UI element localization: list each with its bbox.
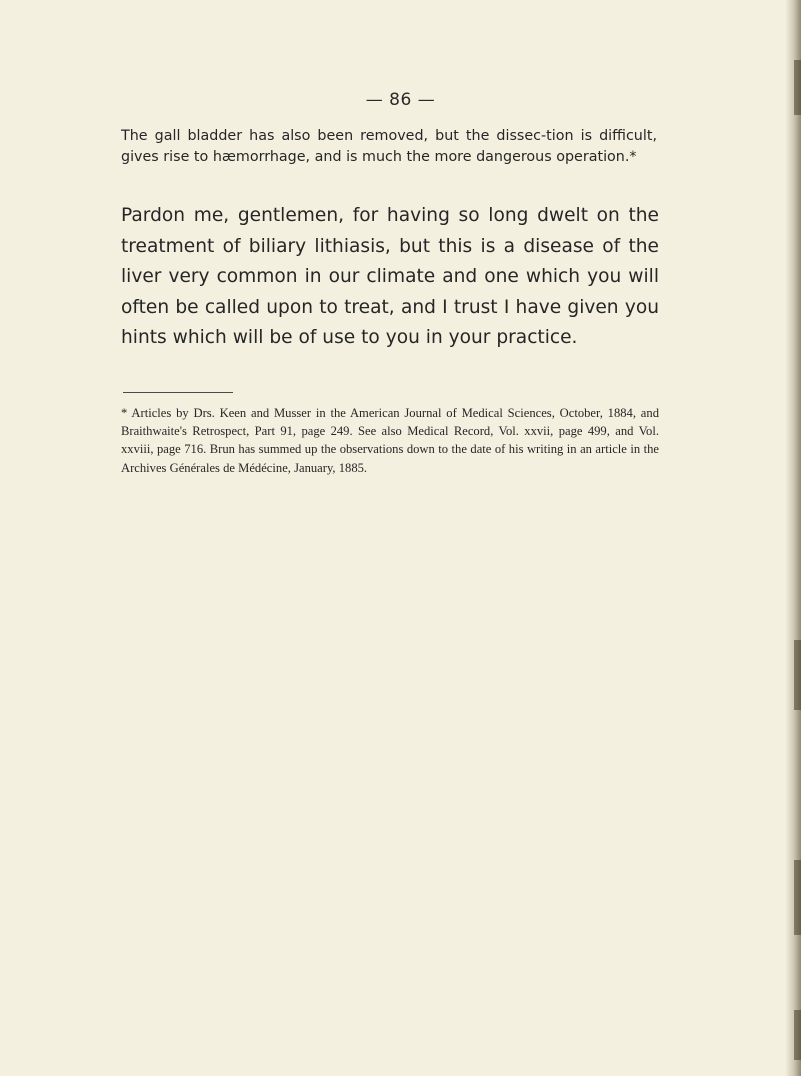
body-paragraph-1: The gall bladder has also been removed, but the dissec-tion is difficult, gives rise to hæmorrhage, and is much the more dangerous operation.* [121, 128, 657, 165]
page-edge-mark [794, 1010, 801, 1060]
page-edge-mark [794, 640, 801, 710]
footnote-separator [123, 392, 233, 393]
page-edge-mark [794, 860, 801, 935]
body-paragraph-2: Pardon me, gentlemen, for having so long dwelt on the treatment of biliary lithiasis, but this is a disease of the liver very common in our climate and one which you will often be called upon to treat, and I trust I have given you hints which will be of use to you in your practice. [121, 205, 659, 348]
footnote: * Articles by Drs. Keen and Musser in the American Journal of Medical Sciences, October, 1884, and Braithwaite's Retrospect, Part 91, page 249. See also Medical Record, Vol. xxvii, page 499, and Vol. xxviii, page 716. Brun has summed up the observations down to the date of his writing in an article in the Archives Générales de Médécine, January, 1885. [121, 406, 659, 475]
page-number: — 86 — [365, 90, 436, 110]
